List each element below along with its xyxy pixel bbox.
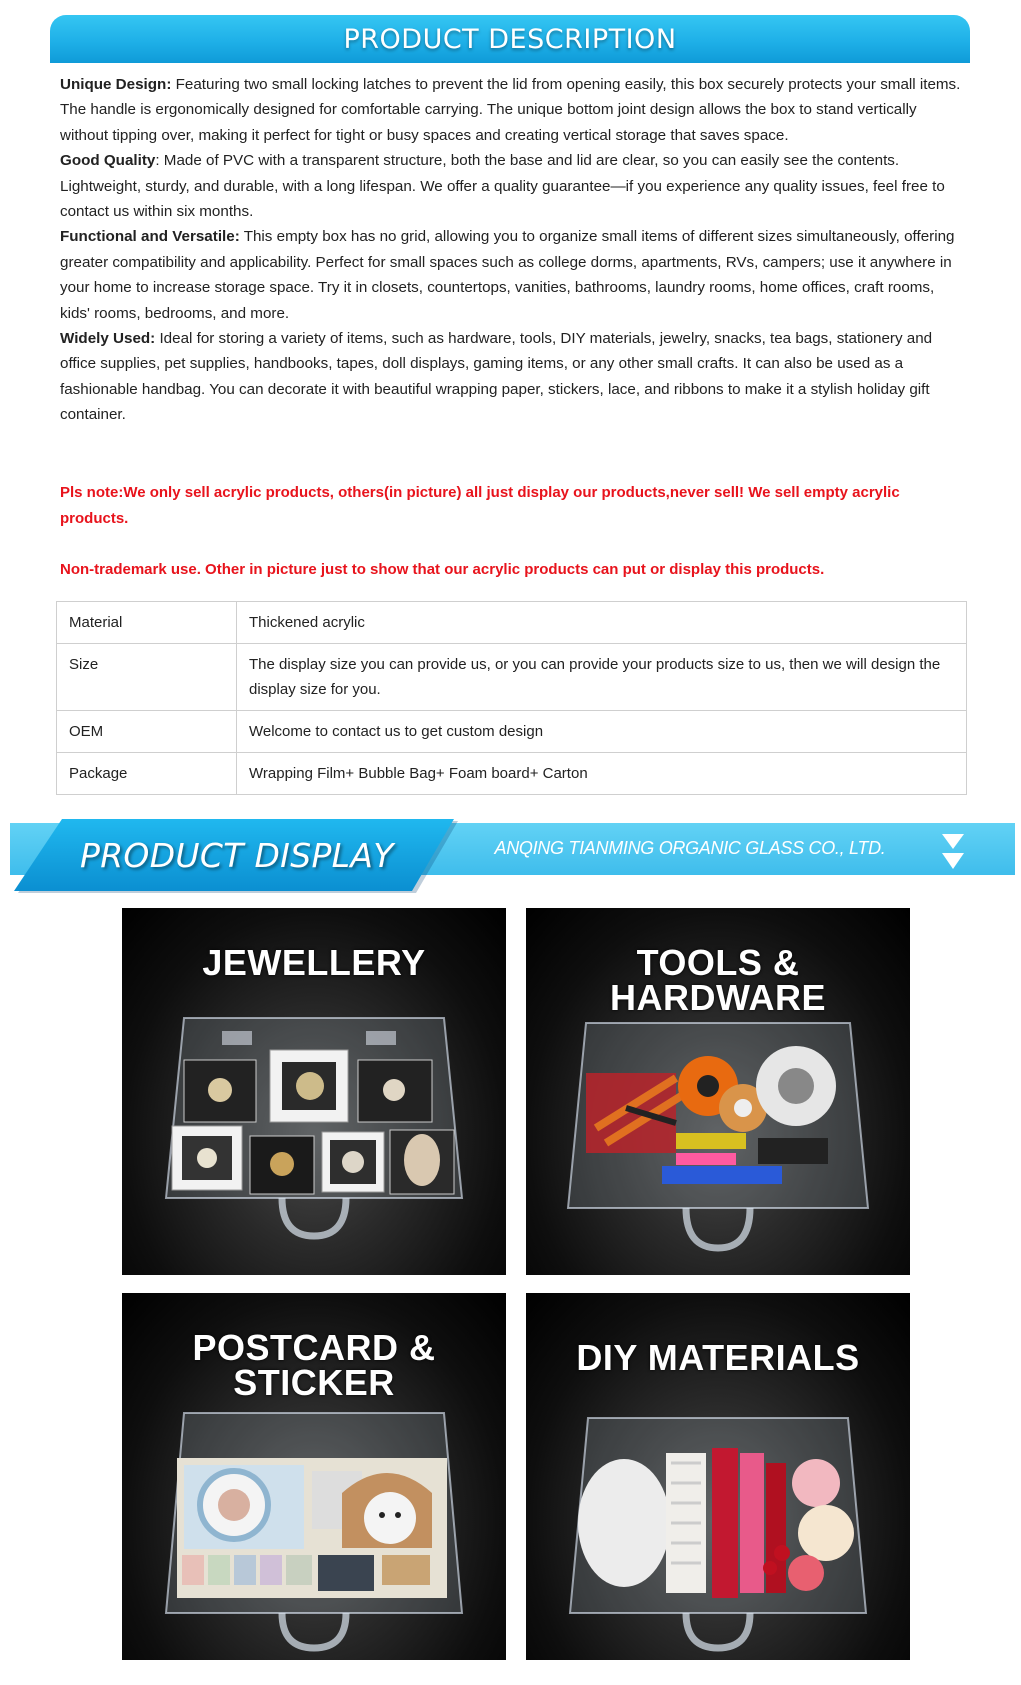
table-row [57,753,967,795]
paragraph-label: Good Quality [60,152,156,170]
tile-title: JEWELLERY [202,942,426,983]
spec-table [56,601,967,795]
paragraph-label: Functional and Versatile: [60,228,240,246]
description-paragraph [60,72,962,148]
spec-key: OEM [57,711,237,753]
tile-title-line-2: HARDWARE [610,977,826,1018]
spec-value: The display size you can provide us, or you can provide your products size to us, then we will design the display size for you. [237,644,967,711]
sales-note: Pls note:We only sell acrylic products, others(in picture) all just display our products,never sell! We sell empty acrylic products. [60,484,900,527]
paragraph-label: Widely Used: [60,330,156,348]
paragraph-text: Ideal for storing a variety of items, such as hardware, tools, DIY materials, jewelry, snacks, tea bags, stationery and office supplies, pet supplies, handbooks, tapes, doll displays, gaming items, or any other small crafts. It can also be used as a fashionable handbag. You can decorate it with beautiful wrapping paper, stickers, lace, and ribbons to make it a stylish holiday gift container. [60,330,933,424]
product-tile-jewellery [122,908,506,1275]
display-banner-title: PRODUCT DISPLAY [80,836,394,875]
paragraph-text: This empty box has no grid, allowing you to organize small items of different sizes simultaneously, offering greater compatibility and applicability. Perfect for small spaces such as college dorms, apartments, RVs, campers; use it anywhere in your home to increase storage space. Try it in closets, countertops, vanities, bathrooms, laundry rooms, home offices, craft rooms, kids' rooms, bedrooms, and more. [60,228,955,322]
company-name: ANQING TIANMING ORGANIC GLASS CO., LTD. [494,838,886,858]
tile-title-line-2: STICKER [233,1362,395,1403]
description-header [50,15,970,63]
paragraph-text: Featuring two small locking latches to prevent the lid from opening easily, this box securely protects your small items. The handle is ergonomically designed for comfortable carrying. The unique bottom joint design allows the box to stand vertically without tipping over, making it perfect for tight or busy spaces and creating vertical storage that saves space. [60,76,961,144]
trademark-note: Non-trademark use. Other in picture just to show that our acrylic products can put or display this products. [60,561,825,578]
paragraph-text: : Made of PVC with a transparent structure, both the base and lid are clear, so you can easily see the contents. Lightweight, sturdy, and durable, with a long lifespan. We offer a quality guarantee—if you experience any quality issues, feel free to contact us within six months. [60,152,945,221]
description-paragraph [60,148,962,224]
spec-value: Thickened acrylic [237,602,967,644]
description-paragraph [60,326,962,428]
spec-key: Material [57,602,237,644]
description-body [60,72,962,428]
tile-title-line-1: POSTCARD & [192,1327,436,1368]
paragraph-label: Unique Design: [60,76,172,93]
table-row [57,711,967,753]
spec-value: Welcome to contact us to get custom design [237,711,967,753]
product-tile-tools-hardware [526,908,910,1275]
tile-title: DIY MATERIALS [576,1337,860,1378]
tile-title-line-1: TOOLS & [636,942,800,983]
spec-key: Size [57,644,237,711]
product-tile-postcard-sticker [122,1293,506,1660]
product-tile-diy-materials [526,1293,910,1660]
table-row [57,602,967,644]
description-paragraph [60,224,962,326]
spec-value: Wrapping Film+ Bubble Bag+ Foam board+ Carton [237,753,967,795]
description-header-title: PRODUCT DESCRIPTION [343,23,677,55]
double-chevron-down-icon [940,832,966,872]
table-row [57,644,967,711]
spec-key: Package [57,753,237,795]
